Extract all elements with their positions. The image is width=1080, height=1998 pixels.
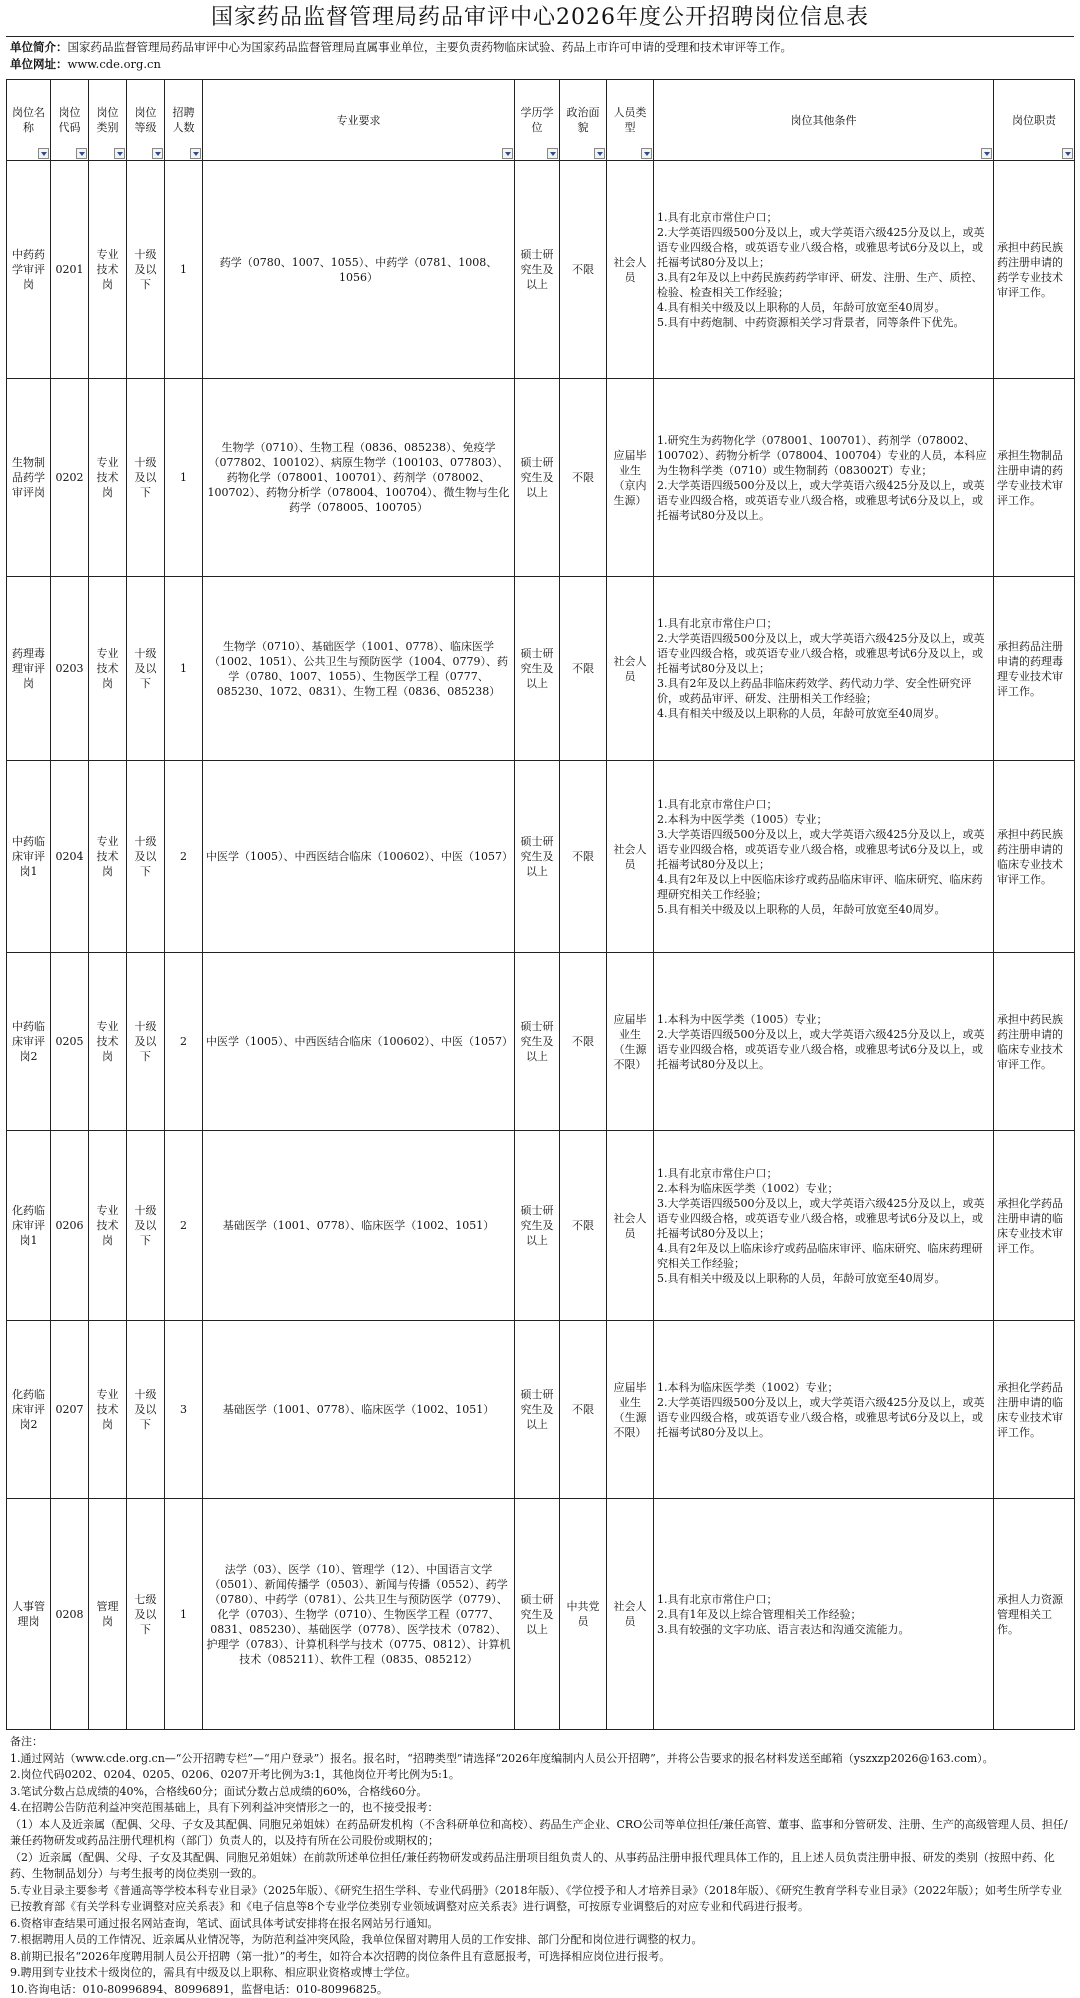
summary-text: 国家药品监督管理局药品审评中心为国家药品监督管理局直属事业单位，主要负责药物临床试验、药品上市许可申请的受理和技术审评等工作。 [68,40,793,54]
position-name-cell: 化药临床审评岗1 [7,1131,51,1321]
duty-cell: 承担人力资源管理相关工作。 [994,1499,1075,1730]
conditions-cell [654,1131,994,1321]
summary-label: 单位简介： [10,40,68,54]
website-link[interactable]: www.cde.org.cn [68,57,161,71]
condition-item: 5.具有相关中级及以上职称的人员，年龄可放宽至40周岁。 [657,1271,990,1286]
header-duty: 岗位职责 [994,80,1075,161]
table-row [7,577,1075,761]
note-item: 8.前期已报名“2026年度聘用制人员公开招聘（第一批）”的考生，如符合本次招聘的岗位条件且有意愿报考，可选择相应岗位进行报考。 [10,1949,1070,1966]
duty-cell: 承担药品注册申请的药理毒理专业技术审评工作。 [994,577,1075,761]
position-level-cell: 七级及以下 [127,1499,165,1730]
condition-item: 2.大学英语四级500分及以上，或大学英语六级425分及以上，或英语专业四级合格，或英语专业八级合格，或雅思考试6分及以上，或托福考试80分及以上； [657,631,990,676]
header-row [7,80,1075,161]
conditions-cell [654,379,994,577]
person-type-cell: 社会人员 [607,161,654,379]
header-major: 专业要求 [203,80,515,161]
unit-intro [6,36,1074,79]
note-item: 1.通过网站（www.cde.org.cn—“公开招聘专栏”—“用户登录”）报名。报名时，“招聘类型”请选择“2026年度编制内人员公开招聘”，并将公告要求的报名材料发送至邮箱（yszxzp2026@163.com）。 [10,1751,1070,1768]
filter-dropdown-icon[interactable] [1062,148,1073,159]
conditions-cell [654,761,994,953]
duty-cell: 承担中药民族药注册申请的临床专业技术审评工作。 [994,761,1075,953]
notes-section [6,1730,1074,1998]
hire-count-cell: 3 [165,1321,203,1499]
position-category-cell: 专业技术岗 [89,161,127,379]
position-code-cell: 0202 [51,379,89,577]
condition-item: 2.大学英语四级500分及以上，或大学英语六级425分及以上，或英语专业四级合格，或英语专业八级合格，或雅思考试6分及以上，或托福考试80分及以上； [657,225,990,270]
header-person-type: 人员类型 [607,80,654,161]
note-item: 6.资格审查结果可通过报名网站查询，笔试、面试具体考试安排将在报名网站另行通知。 [10,1916,1070,1933]
table-row [7,1499,1075,1730]
condition-item: 2.本科为临床医学类（1002）专业； [657,1181,990,1196]
position-level-cell: 十级及以下 [127,1131,165,1321]
condition-item: 3.具有较强的文字功底、语言表达和沟通交流能力。 [657,1622,990,1637]
position-level-cell: 十级及以下 [127,761,165,953]
person-type-cell: 社会人员 [607,577,654,761]
header-education: 学历学位 [515,80,560,161]
filter-dropdown-icon[interactable] [547,148,558,159]
conditions-cell [654,953,994,1131]
filter-dropdown-icon[interactable] [594,148,605,159]
note-item: 3.笔试分数占总成绩的40%，合格线60分；面试分数占总成绩的60%，合格线60分。 [10,1784,1070,1801]
note-item: （1）本人及近亲属（配偶、父母、子女及其配偶、同胞兄弟姐妹）在药品研发机构（不含科研单位和高校）、药品生产企业、CRO公司等单位担任/兼任高管、董事、监事和分管研发、注册、生产的高级管理人员、担任/兼任药物研发或药品注册代理机构（部门）负责人的，以及持有所在公司股份或期权的； [10,1817,1070,1850]
header-hire-count: 招聘人数 [165,80,203,161]
politics-cell: 不限 [560,1321,607,1499]
condition-item: 3.具有2年及以上药品非临床药效学、药代动力学、安全性研究评价，或药品审评、研发、注册相关工作经验； [657,676,990,706]
position-code-cell: 0204 [51,761,89,953]
major-cell: 基础医学（1001、0778）、临床医学（1002、1051） [203,1131,515,1321]
header-politics: 政治面貌 [560,80,607,161]
position-name-cell: 生物制品药学审评岗 [7,379,51,577]
person-type-cell: 应届毕业生（京内生源） [607,379,654,577]
hire-count-cell: 1 [165,379,203,577]
position-code-cell: 0208 [51,1499,89,1730]
position-name-cell: 药理毒理审评岗 [7,577,51,761]
hire-count-cell: 2 [165,761,203,953]
major-cell: 中医学（1005）、中西医结合临床（100602）、中医（1057） [203,761,515,953]
filter-dropdown-icon[interactable] [76,148,87,159]
condition-item: 2.大学英语四级500分及以上，或大学英语六级425分及以上，或英语专业四级合格，或英语专业八级合格，或雅思考试6分及以上，或托福考试80分及以上。 [657,478,990,523]
hire-count-cell: 2 [165,953,203,1131]
politics-cell: 中共党员 [560,1499,607,1730]
duty-cell: 承担中药民族药注册申请的临床专业技术审评工作。 [994,953,1075,1131]
header-position-category: 岗位类别 [89,80,127,161]
condition-item: 4.具有2年及以上临床诊疗或药品临床审评、临床研究、临床药理研究相关工作经验； [657,1241,990,1271]
website-label: 单位网址： [10,57,68,71]
duty-cell: 承担生物制品注册申请的药学专业技术审评工作。 [994,379,1075,577]
filter-dropdown-icon[interactable] [641,148,652,159]
position-code-cell: 0201 [51,161,89,379]
note-item: 10.咨询电话：010-80996894、80996891，监督电话：010-80996825。 [10,1982,1070,1998]
hire-count-cell: 1 [165,161,203,379]
position-level-cell: 十级及以下 [127,379,165,577]
education-cell: 硕士研究生及以上 [515,1321,560,1499]
filter-dropdown-icon[interactable] [152,148,163,159]
education-cell: 硕士研究生及以上 [515,953,560,1131]
filter-dropdown-icon[interactable] [981,148,992,159]
education-cell: 硕士研究生及以上 [515,1499,560,1730]
table-row [7,953,1075,1131]
table-row [7,161,1075,379]
condition-item: 2.具有1年及以上综合管理相关工作经验； [657,1607,990,1622]
condition-item: 1.具有北京市常住户口； [657,1592,990,1607]
condition-item: 5.具有相关中级及以上职称的人员，年龄可放宽至40周岁。 [657,902,990,917]
hire-count-cell: 2 [165,1131,203,1321]
note-item: 7.根据聘用人员的工作情况、近亲属从业情况等，为防范利益冲突风险，我单位保留对聘用人员的工作安排、部门分配和岗位进行调整的权力。 [10,1932,1070,1949]
position-name-cell: 化药临床审评岗2 [7,1321,51,1499]
major-cell: 法学（03）、医学（10）、管理学（12）、中国语言文学（0501）、新闻传播学（0503）、新闻与传播（0552）、药学（0780）、中药学（0781）、公共卫生与预防医学（0779）、化学（0703）、生物学（0710）、生物医学工程（0777、0831、085230）、基础医学（0778）、医学技术（0782）、护理学（0783）、计算机科学与技术（0775、0812）、计算机技术（085211）、软件工程（0835、085212） [203,1499,515,1730]
hire-count-cell: 1 [165,577,203,761]
position-category-cell: 专业技术岗 [89,379,127,577]
notes-heading: 备注： [10,1734,1070,1751]
condition-item: 3.大学英语四级500分及以上，或大学英语六级425分及以上，或英语专业四级合格，或英语专业八级合格，或雅思考试6分及以上，或托福考试80分及以上； [657,1196,990,1241]
politics-cell: 不限 [560,577,607,761]
unit-summary [10,39,1070,56]
position-code-cell: 0207 [51,1321,89,1499]
condition-item: 1.具有北京市常住户口； [657,616,990,631]
condition-item: 1.具有北京市常住户口； [657,797,990,812]
condition-item: 2.大学英语四级500分及以上，或大学英语六级425分及以上，或英语专业四级合格，或英语专业八级合格，或雅思考试6分及以上，或托福考试80分及以上。 [657,1395,990,1440]
note-item: 9.聘用到专业技术十级岗位的，需具有中级及以上职称、相应职业资格或博士学位。 [10,1965,1070,1982]
education-cell: 硕士研究生及以上 [515,761,560,953]
major-cell: 中医学（1005）、中西医结合临床（100602）、中医（1057） [203,953,515,1131]
note-item: 4.在招聘公告防范利益冲突范围基础上，具有下列利益冲突情形之一的，也不接受报考： [10,1800,1070,1817]
major-cell: 基础医学（1001、0778）、临床医学（1002、1051） [203,1321,515,1499]
header-other-conditions: 岗位其他条件 [654,80,994,161]
politics-cell: 不限 [560,379,607,577]
position-name-cell: 中药药学审评岗 [7,161,51,379]
education-cell: 硕士研究生及以上 [515,577,560,761]
position-level-cell: 十级及以下 [127,953,165,1131]
position-category-cell: 专业技术岗 [89,1131,127,1321]
position-category-cell: 管理岗 [89,1499,127,1730]
duty-cell: 承担化学药品注册申请的临床专业技术审评工作。 [994,1321,1075,1499]
positions-table [6,79,1075,1730]
person-type-cell: 社会人员 [607,761,654,953]
position-level-cell: 十级及以下 [127,577,165,761]
filter-dropdown-icon[interactable] [190,148,201,159]
condition-item: 4.具有相关中级及以上职称的人员，年龄可放宽至40周岁。 [657,300,990,315]
position-category-cell: 专业技术岗 [89,577,127,761]
table-row [7,1131,1075,1321]
condition-item: 4.具有2年及以上中医临床诊疗或药品临床审评、临床研究、临床药理研究相关工作经验； [657,872,990,902]
position-code-cell: 0206 [51,1131,89,1321]
position-name-cell: 中药临床审评岗2 [7,953,51,1131]
table-row [7,379,1075,577]
condition-item: 4.具有相关中级及以上职称的人员，年龄可放宽至40周岁。 [657,706,990,721]
condition-item: 2.本科为中医学类（1005）专业； [657,812,990,827]
condition-item: 1.研究生为药物化学（078001、100701）、药剂学（078002、100702）、药物分析学（078004、100704）专业的人员，本科应为生物科学类（0710）或生物制药（083002T）专业； [657,433,990,478]
politics-cell: 不限 [560,761,607,953]
condition-item: 1.本科为临床医学类（1002）专业； [657,1380,990,1395]
conditions-cell [654,577,994,761]
position-name-cell: 人事管理岗 [7,1499,51,1730]
major-cell: 生物学（0710）、生物工程（0836、085238）、免疫学（077802、100102）、病原生物学（100103、077803）、药物化学（078001、100701）、药剂学（078002、100702）、药物分析学（078004、100704）、微生物与生化药学（078005、100705） [203,379,515,577]
header-position-code: 岗位代码 [51,80,89,161]
filter-dropdown-icon[interactable] [114,148,125,159]
position-code-cell: 0203 [51,577,89,761]
condition-item: 3.具有2年及以上中药民族药药学审评、研发、注册、生产、质控、检验、检查相关工作经验； [657,270,990,300]
condition-item: 3.大学英语四级500分及以上，或大学英语六级425分及以上，或英语专业四级合格，或英语专业八级合格，或雅思考试6分及以上，或托福考试80分及以上； [657,827,990,872]
condition-item: 1.本科为中医学类（1005）专业； [657,1012,990,1027]
header-position-level: 岗位等级 [127,80,165,161]
note-item: （2）近亲属（配偶、父母、子女及其配偶、同胞兄弟姐妹）在前款所述单位担任/兼任药物研发或药品注册项目组负责人的、从事药品注册申报代理具体工作的，且上述人员负责注册申报、研发的类别（按照中药、化药、生物制品划分）与考生报考的岗位类别一致的。 [10,1850,1070,1883]
condition-item: 5.具有中药炮制、中药资源相关学习背景者，同等条件下优先。 [657,315,990,330]
education-cell: 硕士研究生及以上 [515,1131,560,1321]
education-cell: 硕士研究生及以上 [515,161,560,379]
filter-dropdown-icon[interactable] [502,148,513,159]
politics-cell: 不限 [560,1131,607,1321]
education-cell: 硕士研究生及以上 [515,379,560,577]
duty-cell: 承担化学药品注册申请的临床专业技术审评工作。 [994,1131,1075,1321]
conditions-cell [654,1321,994,1499]
note-item: 5.专业目录主要参考《普通高等学校本科专业目录》（2025年版）、《研究生招生学科、专业代码册》（2018年版）、《学位授予和人才培养目录》（2018年版）、《研究生教育学科专业目录》（2022年版）；如考生所学专业已按教育部《有关学科专业调整对应关系表》和《电子信息等8个专业学位类别专业领域调整对应关系表》进行调整，可按原专业调整后的对应专业和代码进行报考。 [10,1883,1070,1916]
position-category-cell: 专业技术岗 [89,761,127,953]
header-position-name: 岗位名称 [7,80,51,161]
person-type-cell: 社会人员 [607,1131,654,1321]
filter-dropdown-icon[interactable] [38,148,49,159]
position-level-cell: 十级及以下 [127,1321,165,1499]
person-type-cell: 应届毕业生（生源不限） [607,953,654,1131]
conditions-cell [654,161,994,379]
unit-website [10,56,1070,73]
position-level-cell: 十级及以下 [127,161,165,379]
page-title: 国家药品监督管理局药品审评中心2026年度公开招聘岗位信息表 [6,0,1074,36]
major-cell: 生物学（0710）、基础医学（1001、0778）、临床医学（1002、1051）、公共卫生与预防医学（1004、0779）、药学（0780、1007、1055）、生物医学工程（0777、085230、1072、0831）、生物工程（0836、085238） [203,577,515,761]
politics-cell: 不限 [560,161,607,379]
position-category-cell: 专业技术岗 [89,953,127,1131]
person-type-cell: 应届毕业生（生源不限） [607,1321,654,1499]
politics-cell: 不限 [560,953,607,1131]
conditions-cell [654,1499,994,1730]
table-row [7,761,1075,953]
position-code-cell: 0205 [51,953,89,1131]
condition-item: 1.具有北京市常住户口； [657,210,990,225]
condition-item: 2.大学英语四级500分及以上，或大学英语六级425分及以上，或英语专业四级合格，或英语专业八级合格，或雅思考试6分及以上，或托福考试80分及以上。 [657,1027,990,1072]
note-item: 2.岗位代码0202、0204、0205、0206、0207开考比例为3:1，其他岗位开考比例为5:1。 [10,1767,1070,1784]
position-category-cell: 专业技术岗 [89,1321,127,1499]
duty-cell: 承担中药民族药注册申请的药学专业技术审评工作。 [994,161,1075,379]
major-cell: 药学（0780、1007、1055）、中药学（0781、1008、1056） [203,161,515,379]
table-row [7,1321,1075,1499]
hire-count-cell: 1 [165,1499,203,1730]
position-name-cell: 中药临床审评岗1 [7,761,51,953]
condition-item: 1.具有北京市常住户口； [657,1166,990,1181]
person-type-cell: 社会人员 [607,1499,654,1730]
